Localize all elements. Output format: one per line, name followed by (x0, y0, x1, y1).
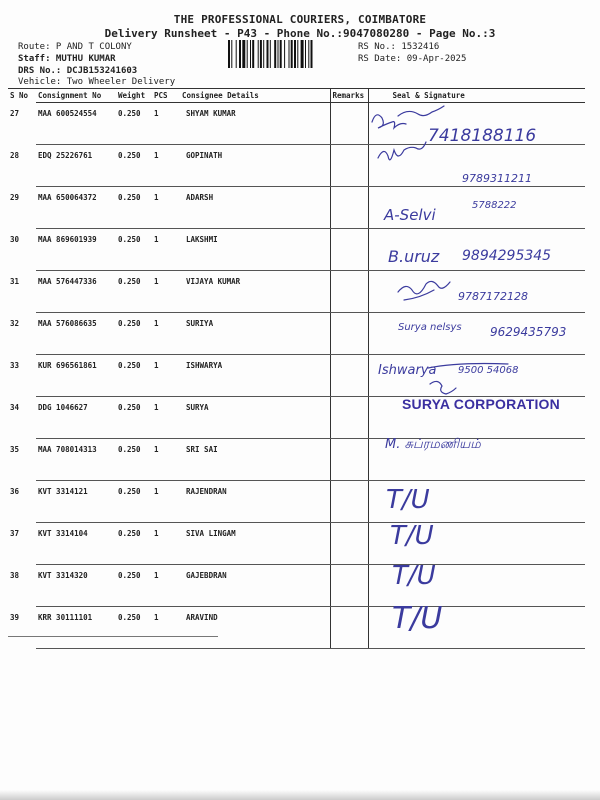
cell-sno: 37 (10, 529, 20, 538)
table-row (8, 439, 585, 481)
scan-edge (0, 790, 600, 800)
cell-seal (368, 355, 585, 397)
company-title: THE PROFESSIONAL COURIERS, COIMBATORE (173, 13, 427, 26)
cell-details: ISHWARYA (180, 355, 330, 397)
table-row (8, 481, 585, 523)
cell-sno: 27 (10, 109, 20, 118)
cell-weight: 0.250 (116, 397, 152, 439)
barcode-bar (284, 40, 285, 68)
cell-seal (368, 481, 585, 523)
barcode-bar (228, 40, 230, 68)
barcode-bar (267, 40, 269, 68)
cell-seal (368, 103, 585, 145)
col-sno: S No (8, 89, 36, 103)
table-row (8, 607, 585, 649)
table-row (8, 313, 585, 355)
barcode-bar (308, 40, 309, 68)
table-bottom-line (8, 636, 218, 637)
cell-details: VIJAYA KUMAR (180, 271, 330, 313)
table-row (8, 229, 585, 271)
cell-seal (368, 271, 585, 313)
cell-remarks (330, 271, 368, 313)
handwritten-name: A-Selvi (384, 206, 436, 224)
cell-details: GOPINATH (180, 145, 330, 187)
handwritten-tu: T/U (392, 601, 443, 636)
cell-details: ADARSH (180, 187, 330, 229)
cell-remarks (330, 313, 368, 355)
cell-seal (368, 523, 585, 565)
cell-seal (368, 439, 585, 481)
cell-consignment: MAA 869601939 (36, 229, 116, 271)
cell-consignment: MAA 600524554 (36, 103, 116, 145)
cell-weight: 0.250 (116, 271, 152, 313)
table-row (8, 271, 585, 313)
barcode-bar (258, 40, 259, 68)
cell-seal (368, 187, 585, 229)
table-row (8, 523, 585, 565)
cell-consignment: MAA 576086635 (36, 313, 116, 355)
table-row (8, 187, 585, 229)
cell-seal (368, 229, 585, 271)
route-label: Route: P AND T COLONY (18, 42, 132, 52)
cell-sno: 34 (10, 403, 20, 412)
cell-pcs: 1 (152, 103, 180, 145)
cell-sno: 36 (10, 487, 20, 496)
cell-consignment: KUR 696561861 (36, 355, 116, 397)
cell-pcs: 1 (152, 607, 180, 649)
cell-weight: 0.250 (116, 523, 152, 565)
barcode-bar (231, 40, 232, 68)
handwritten-phone: 9500 54068 (458, 365, 519, 376)
cell-pcs: 1 (152, 355, 180, 397)
cell-consignment: KVT 3314104 (36, 523, 116, 565)
cell-weight: 0.250 (116, 187, 152, 229)
cell-consignment: DDG 1046627 (36, 397, 116, 439)
company-stamp: SURYA CORPORATION (402, 396, 560, 412)
cell-details: ARAVIND (180, 607, 330, 649)
barcode-bar (291, 40, 293, 68)
drs-number: DRS No.: DCJB153241603 (18, 66, 138, 76)
cell-remarks (330, 397, 368, 439)
table-row (8, 145, 585, 187)
barcode-bar (252, 40, 254, 68)
cell-weight: 0.250 (116, 229, 152, 271)
barcode-bar (270, 40, 271, 68)
cell-sno: 33 (10, 361, 20, 370)
barcode-bar (260, 40, 262, 68)
cell-remarks (330, 565, 368, 607)
col-remarks: Remarks (330, 89, 368, 103)
cell-details: SRI SAI (180, 439, 330, 481)
handwritten-name: M. சுப்ரமணியம் (385, 437, 481, 452)
cell-pcs: 1 (152, 229, 180, 271)
handwritten-phone: 9629435793 (490, 325, 567, 339)
barcode-bar (236, 40, 237, 68)
handwritten-tu: T/U (386, 485, 430, 515)
cell-weight: 0.250 (116, 355, 152, 397)
cell-weight: 0.250 (116, 103, 152, 145)
handwritten-phone: 7418188116 (428, 126, 537, 146)
cell-consignment: MAA 576447336 (36, 271, 116, 313)
cell-weight: 0.250 (116, 481, 152, 523)
cell-details: LAKSHMI (180, 229, 330, 271)
barcode-bar (289, 40, 290, 68)
cell-sno: 35 (10, 445, 20, 454)
cell-consignment: KVT 3314121 (36, 481, 116, 523)
barcode-bar (274, 40, 276, 68)
barcode-bar (239, 40, 241, 68)
col-details: Consignee Details (180, 89, 330, 103)
rs-date: RS Date: 09-Apr-2025 (358, 54, 467, 64)
barcode-bar (263, 40, 264, 68)
cell-remarks (330, 187, 368, 229)
handwritten-tu: T/U (392, 561, 436, 591)
handwritten-phone: 5788222 (472, 200, 517, 211)
cell-remarks (330, 145, 368, 187)
barcode-icon (228, 40, 350, 68)
barcode-bar (305, 40, 306, 68)
cell-details: SURIYA (180, 313, 330, 355)
cell-seal (368, 607, 585, 649)
cell-sno: 29 (10, 193, 20, 202)
barcode-bar (278, 40, 279, 68)
cell-sno: 38 (10, 571, 20, 580)
cell-consignment: EDQ 25226761 (36, 145, 116, 187)
cell-details: SHYAM KUMAR (180, 103, 330, 145)
cell-remarks (330, 481, 368, 523)
cell-remarks (330, 523, 368, 565)
table-row (8, 565, 585, 607)
handwritten-phone: 9787172128 (458, 290, 528, 303)
cell-remarks (330, 355, 368, 397)
vehicle-label: Vehicle: Two Wheeler Delivery (18, 77, 176, 87)
table-header-row (8, 89, 585, 103)
cell-sno: 39 (10, 613, 20, 622)
cell-consignment: KVT 3314320 (36, 565, 116, 607)
col-consignment: Consignment No (36, 89, 116, 103)
col-pcs: PCS (152, 89, 180, 103)
cell-pcs: 1 (152, 145, 180, 187)
runsheet-subtitle: Delivery Runsheet - P43 - Phone No.:9047080280 - Page No.:3 (104, 27, 496, 40)
barcode-bar (301, 40, 304, 68)
cell-seal (368, 145, 585, 187)
cell-remarks (330, 439, 368, 481)
handwritten-name: Surya nelsys (398, 322, 462, 333)
cell-pcs: 1 (152, 313, 180, 355)
cell-details: SIVA LINGAM (180, 523, 330, 565)
barcode-bar (250, 40, 251, 68)
cell-sno: 31 (10, 277, 20, 286)
handwritten-tu: T/U (390, 521, 434, 551)
barcode-bar (294, 40, 296, 68)
barcode-bar (247, 40, 248, 68)
cell-weight: 0.250 (116, 565, 152, 607)
cell-pcs: 1 (152, 271, 180, 313)
handwritten-phone: 9789311211 (462, 172, 532, 185)
barcode-bar (297, 40, 298, 68)
cell-remarks (330, 229, 368, 271)
cell-sno: 30 (10, 235, 20, 244)
col-seal: Seal & Signature (368, 89, 585, 103)
table-row (8, 103, 585, 145)
cell-weight: 0.250 (116, 145, 152, 187)
handwritten-name: Ishwarya (378, 363, 437, 378)
cell-remarks (330, 607, 368, 649)
runsheet-table (8, 88, 585, 649)
handwritten-name: B.uruz (388, 247, 440, 266)
cell-weight: 0.250 (116, 439, 152, 481)
cell-pcs: 1 (152, 481, 180, 523)
cell-details: GAJEBDRAN (180, 565, 330, 607)
cell-consignment: MAA 650064372 (36, 187, 116, 229)
cell-remarks (330, 103, 368, 145)
cell-pcs: 1 (152, 565, 180, 607)
cell-pcs: 1 (152, 439, 180, 481)
cell-seal (368, 565, 585, 607)
barcode-bar (311, 40, 313, 68)
staff-label: Staff: MUTHU KUMAR (18, 54, 116, 64)
cell-sno: 28 (10, 151, 20, 160)
cell-pcs: 1 (152, 187, 180, 229)
cell-details: SURYA (180, 397, 330, 439)
cell-pcs: 1 (152, 523, 180, 565)
cell-consignment: MAA 708014313 (36, 439, 116, 481)
barcode-bar (280, 40, 282, 68)
table-row (8, 355, 585, 397)
rs-number: RS No.: 1532416 (358, 42, 440, 52)
cell-weight: 0.250 (116, 607, 152, 649)
cell-seal (368, 313, 585, 355)
cell-weight: 0.250 (116, 313, 152, 355)
col-weight: Weight (116, 89, 152, 103)
cell-sno: 32 (10, 319, 20, 328)
cell-pcs: 1 (152, 397, 180, 439)
handwritten-phone: 9894295345 (462, 248, 552, 264)
cell-consignment: KRR 30111101 (36, 607, 116, 649)
barcode-bar (242, 40, 245, 68)
cell-details: RAJENDRAN (180, 481, 330, 523)
